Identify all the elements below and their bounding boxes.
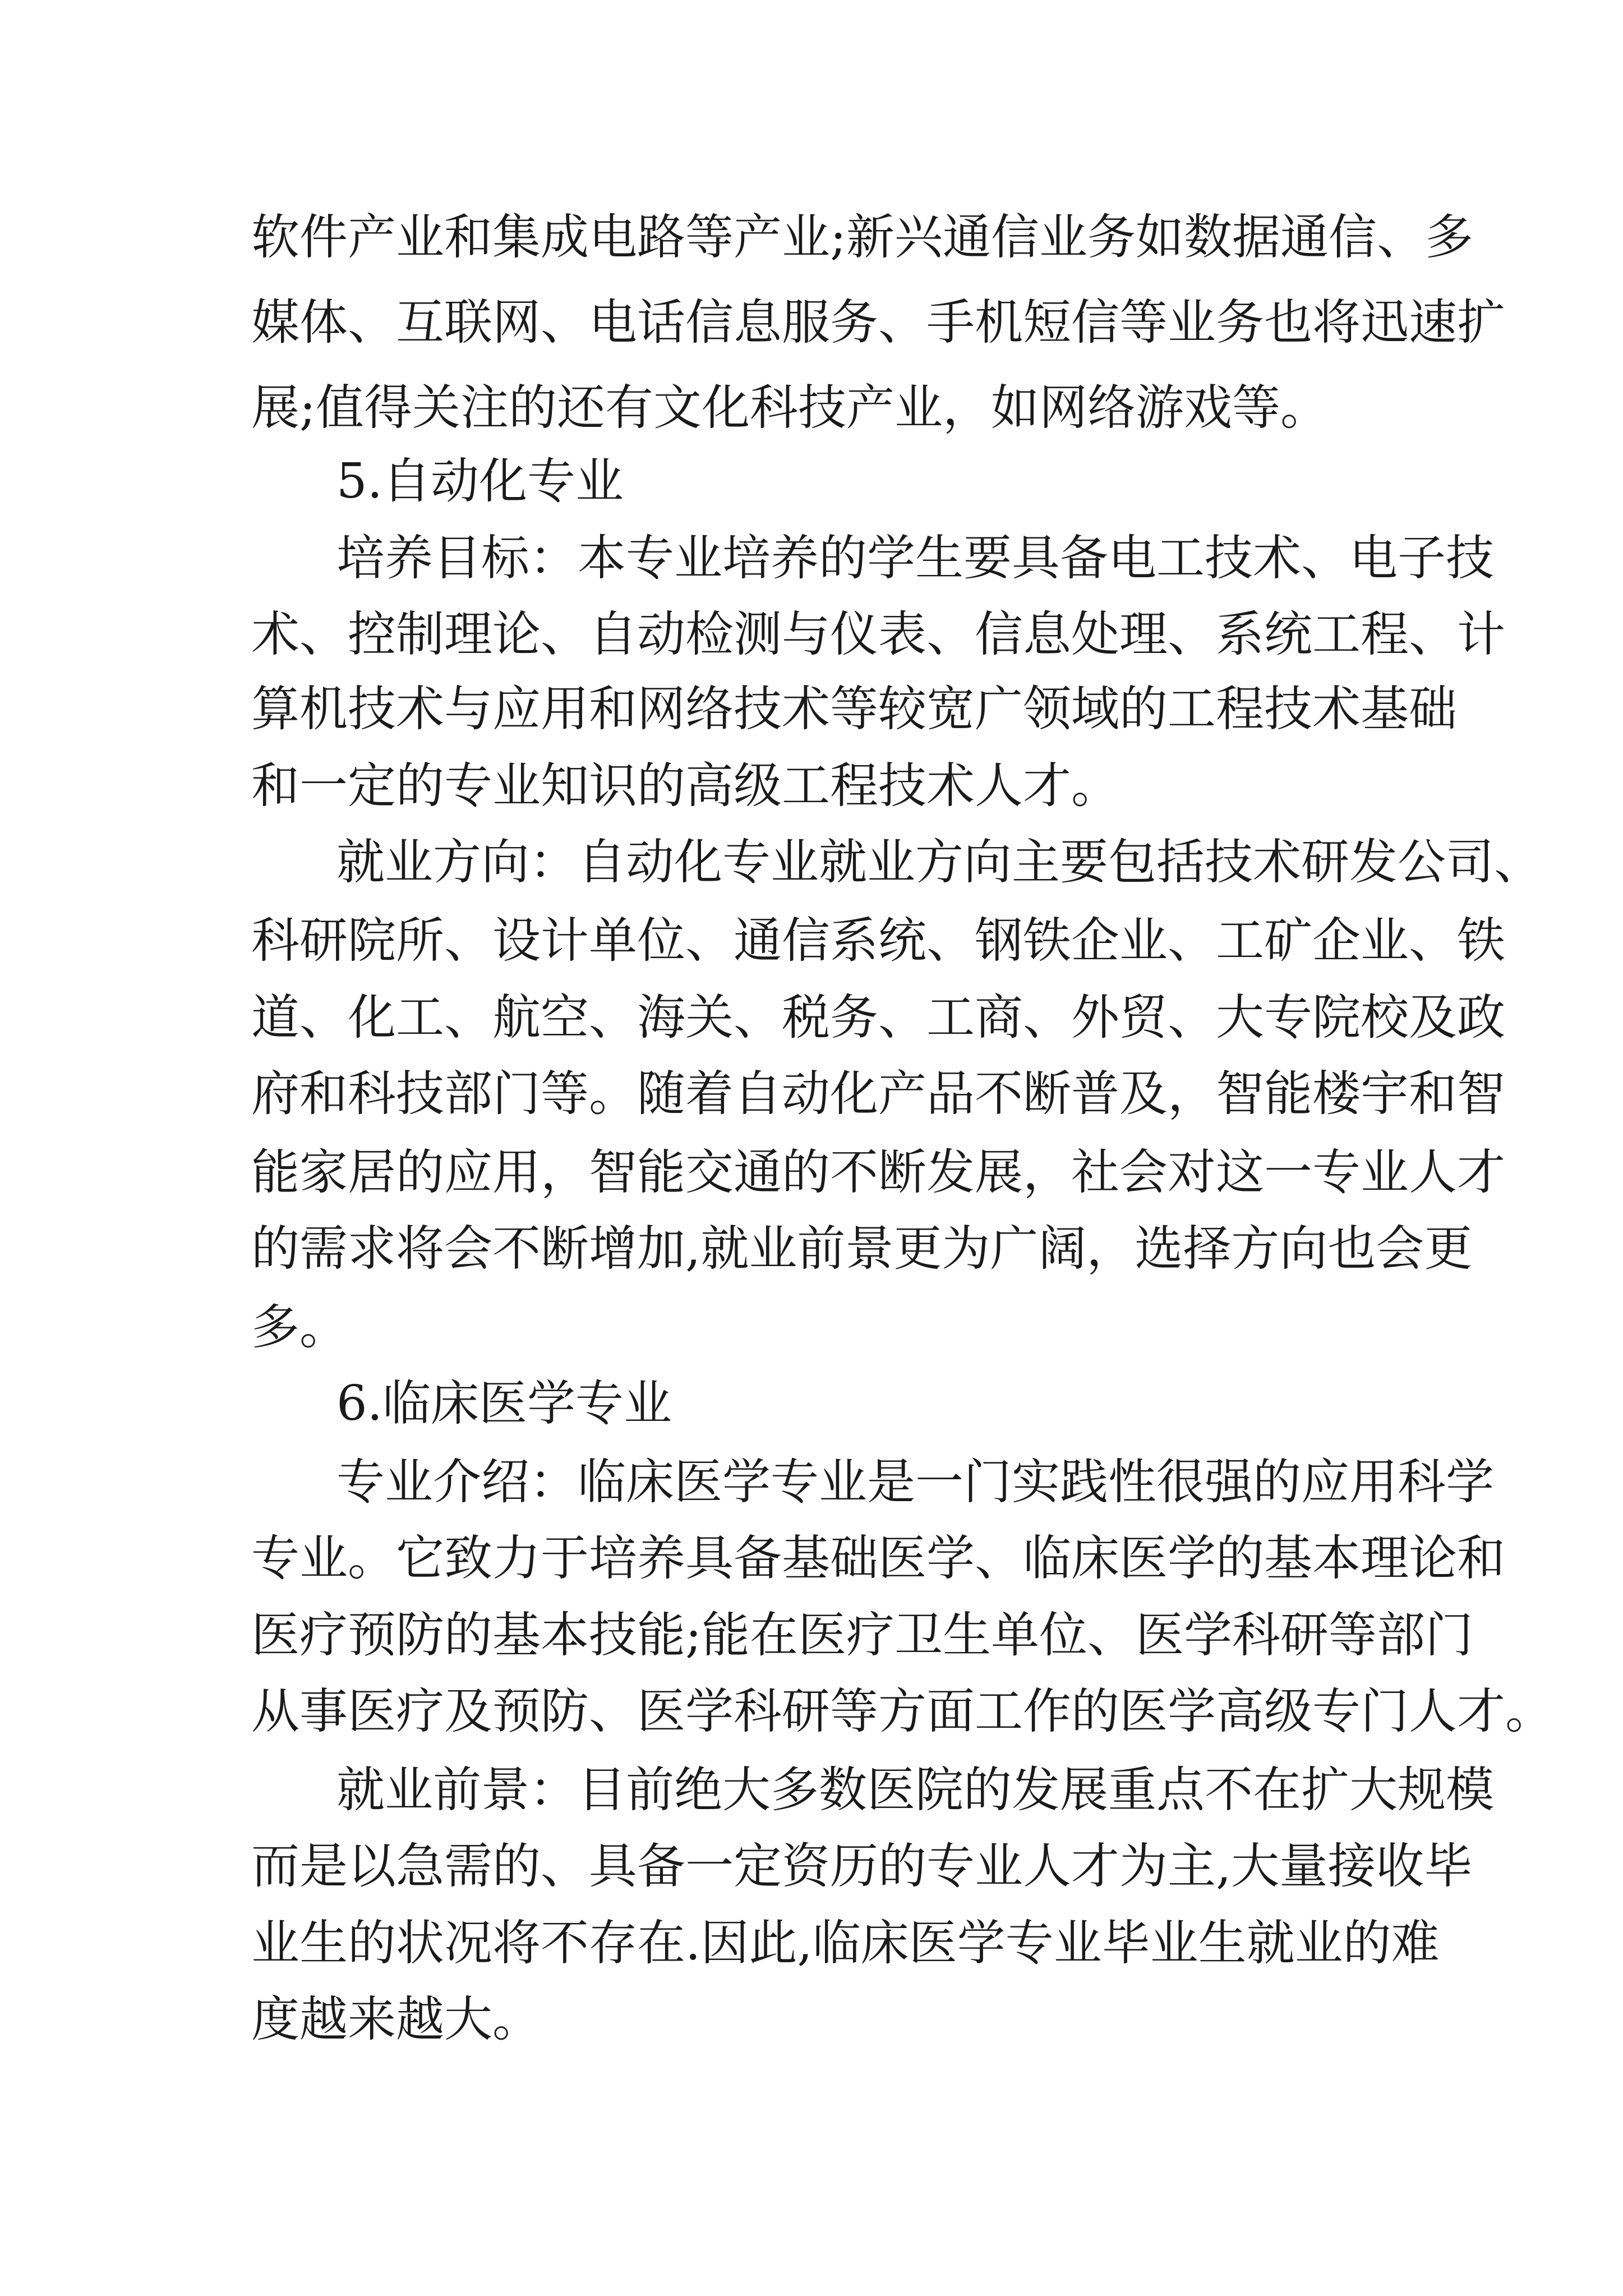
paragraph-line: 和一定的专业知识的高级工程技术人才。	[251, 758, 1119, 814]
paragraph-line: 就业方向：自动化专业就业方向主要包括技术研发公司、	[336, 834, 1542, 890]
paragraph-line: 展;值得关注的还有文化科技产业，如网络游戏等。	[251, 380, 1329, 436]
paragraph-line: 术、控制理论、自动检测与仪表、信息处理、系统工程、计	[251, 606, 1505, 662]
paragraph-line: 专业介绍：临床医学专业是一门实践性很强的应用科学	[336, 1454, 1494, 1510]
paragraph-line: 科研院所、设计单位、通信系统、钢铁企业、工矿企业、铁	[251, 913, 1505, 969]
paragraph-line: 府和科技部门等。随着自动化产品不断普及，智能楼宇和智	[251, 1066, 1505, 1122]
paragraph-line: 软件产业和集成电路等产业;新兴通信业务如数据通信、多	[251, 209, 1473, 265]
paragraph-line: 算机技术与应用和网络技术等较宽广领域的工程技术基础	[251, 681, 1457, 737]
paragraph-line: 媒体、互联网、电话信息服务、手机短信等业务也将迅速扩	[251, 295, 1505, 351]
paragraph-line: 医疗预防的基本技能;能在医疗卫生单位、医学科研等部门	[251, 1607, 1473, 1663]
paragraph-line: 多。	[251, 1299, 348, 1355]
paragraph-line: 而是以急需的、具备一定资历的专业人才为主,大量接收毕	[251, 1838, 1473, 1894]
section-heading: 5.自动化专业	[336, 453, 624, 509]
paragraph-line: 能家居的应用，智能交通的不断发展，社会对这一专业人才	[251, 1144, 1505, 1200]
paragraph-line: 从事医疗及预防、医学科研等方面工作的医学高级专门人才。	[251, 1683, 1553, 1740]
paragraph-line: 道、化工、航空、海关、税务、工商、外贸、大专院校及政	[251, 990, 1505, 1046]
paragraph-line: 专业。它致力于培养具备基础医学、临床医学的基本理论和	[251, 1530, 1505, 1586]
section-heading: 6.临床医学专业	[336, 1375, 672, 1432]
paragraph-line: 的需求将会不断增加,就业前景更为广阔，选择方向也会更	[251, 1221, 1473, 1277]
paragraph-line: 业生的状况将不存在.因此,临床医学专业毕业生就业的难	[251, 1915, 1440, 1971]
paragraph-line: 培养目标：本专业培养的学生要具备电工技术、电子技	[336, 530, 1494, 586]
paragraph-line: 就业前景：目前绝大多数医院的发展重点不在扩大规模	[336, 1762, 1494, 1818]
paragraph-line: 度越来越大。	[251, 1991, 541, 2047]
